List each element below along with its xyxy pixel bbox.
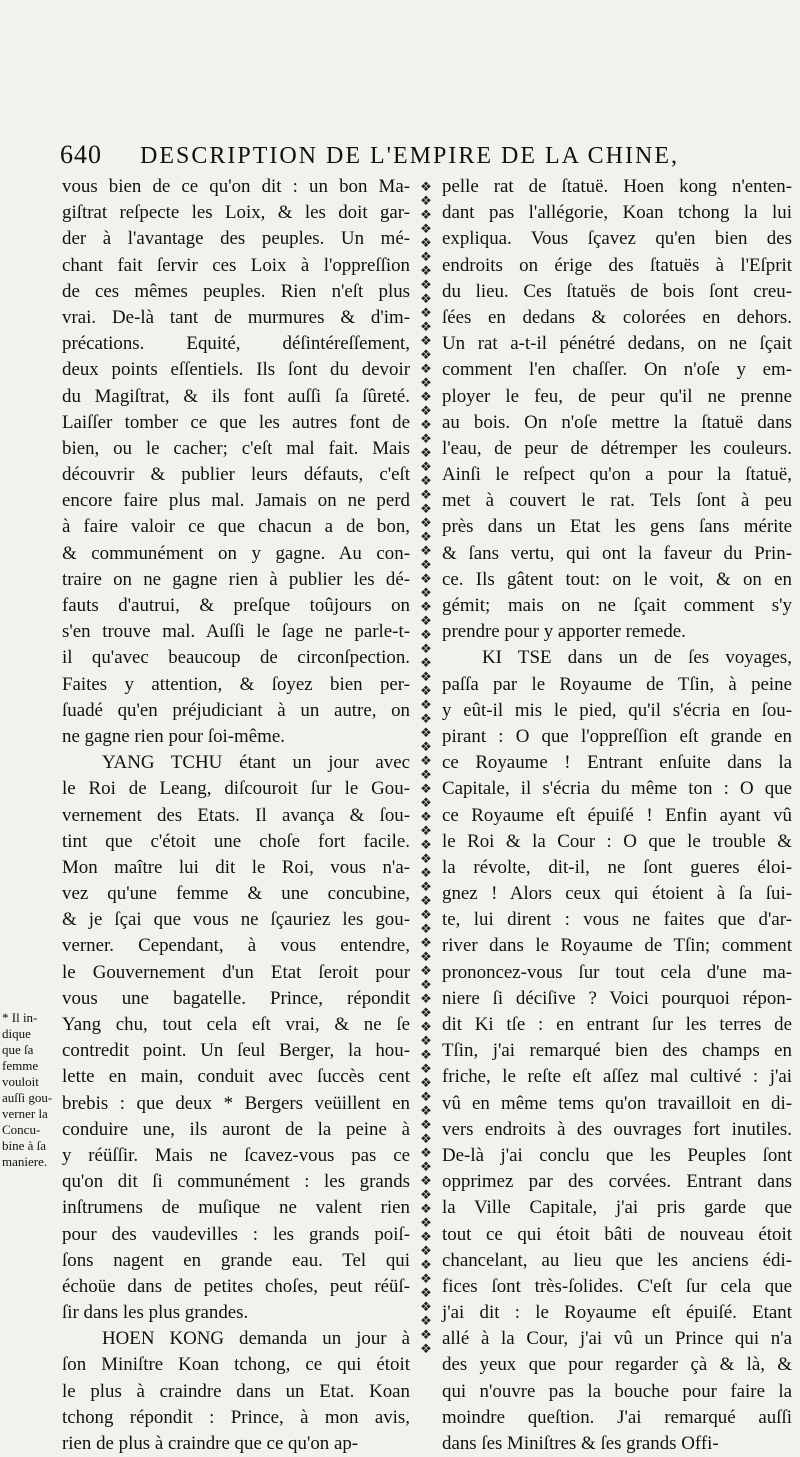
margin-note-line: dique: [2, 1026, 31, 1041]
margin-note-line: maniere.: [2, 1154, 48, 1169]
text-line: ne gagne rien pour ſoi-même.: [62, 725, 285, 747]
text-line: vers endroits à des ouvrages fort inutiles.: [442, 1118, 792, 1140]
text-line: dant pas l'allégorie, Koan tchong la lui: [442, 202, 792, 224]
column-divider-ornament: ❖ ❖ ❖ ❖ ❖ ❖ ❖ ❖ ❖ ❖ ❖ ❖ ❖ ❖ ❖ ❖ ❖ ❖ ❖ ❖ ❖ ❖ ❖ ❖ ❖ ❖ ❖ ❖ ❖ ❖ ❖ ❖ ❖ ❖ ❖ ❖ ❖ ❖ ❖ ❖ ❖ ❖ ❖ ❖ ❖ ❖ ❖ ❖ ❖ ❖ ❖ ❖ ❖ ❖ ❖ ❖ ❖ ❖ ❖ ❖ ❖ ❖ ❖ ❖ ❖ ❖ ❖ ❖ ❖ ❖ ❖ ❖ ❖ ❖ ❖ ❖ ❖ ❖ ❖ ❖ ❖ ❖ ❖ ❖: [420, 179, 432, 1356]
text-line: conduire une, ils auront de la peine à: [62, 1118, 410, 1140]
text-line: te, lui dirent : vous ne faites que d'ar-: [442, 909, 792, 931]
text-line: des yeux que pour regarder çà & là, &: [442, 1354, 792, 1376]
margin-note-line: verner la: [2, 1106, 48, 1121]
text-line: tout ce qui étoit bâti de nouveau étoit: [442, 1223, 792, 1245]
text-line: encore faire plus mal. Jamais on ne perd: [62, 490, 410, 512]
margin-note-line: auſſi gou-: [2, 1090, 53, 1105]
margin-note-line: bine à ſa: [2, 1138, 47, 1153]
text-line: verner. Cependant, à vous entendre,: [62, 935, 410, 957]
text-line: inſtrumens de muſique ne valent rien: [62, 1197, 410, 1219]
text-line: dans ſes Miniſtres & ſes grands Offi-: [442, 1433, 719, 1454]
margin-note-line: que ſa: [2, 1042, 34, 1057]
text-line: met à couvert le rat. Tels ſont à peu: [442, 490, 792, 512]
text-line: du lieu. Ces ſtatuës de bois ſont creu-: [442, 280, 792, 302]
margin-note: [2, 1010, 60, 1170]
text-line: Mon maître lui dit le Roi, vous n'a-: [62, 856, 410, 878]
text-line: précations. Equité, déſintéreſſement,: [62, 333, 410, 355]
text-line: il qu'avec beaucoup de circonſpection.: [62, 647, 410, 669]
text-line: échoüe dans de petites choſes, peut réüſ-: [62, 1275, 410, 1297]
text-line: le Roi de Leang, diſcouroit ſur le Gou-: [62, 778, 410, 800]
text-line: deux points eſſentiels. Ils ſont du devoir: [62, 359, 410, 381]
text-line: allé à la Cour, j'ai vû un Prince qui n'a: [442, 1328, 792, 1350]
text-line: s'en trouve mal. Auſſi le ſage ne parle-t-: [62, 621, 410, 643]
text-line: dit Ki tſe : en entrant ſur les terres de: [442, 1014, 792, 1035]
margin-note-line: vouloit: [2, 1074, 39, 1089]
text-line: HOEN KONG demanda un jour à: [102, 1328, 410, 1350]
text-line: prononcez-vous ſur tout cela d'une ma-: [442, 961, 792, 983]
text-line: Ainſi le reſpect qu'on a pour la ſtatuë,: [442, 464, 792, 486]
text-line: KI TSE dans un de ſes voyages,: [482, 647, 792, 669]
text-line: Faites y attention, & ſoyez bien per-: [62, 673, 410, 695]
text-line: tchong répondit : Prince, à mon avis,: [62, 1406, 410, 1428]
text-line: ployer le feu, de peur qu'il ne prenne: [442, 385, 792, 407]
text-line: Laiſſer tomber ce que les autres font de: [62, 411, 410, 433]
left-text-column: [62, 174, 410, 1457]
text-line: ſuadé qu'en préjudiciant à un autre, on: [62, 699, 410, 721]
text-line: du Magiſtrat, & ils font auſſi ſa ſûreté.: [62, 385, 410, 407]
text-line: Tſin, j'ai remarqué bien des champs en: [442, 1040, 792, 1062]
text-line: lette en main, conduit avec ſuccès cent: [62, 1066, 410, 1088]
text-line: fices ſont très-ſolides. C'eſt ſur cela que: [442, 1275, 792, 1297]
text-line: paſſa par le Royaume de Tſin, à peine: [442, 673, 792, 695]
text-line: ce Royaume eſt épuiſé ! Enfin ayant vû: [442, 804, 792, 826]
page-number: 640: [60, 140, 102, 169]
text-line: chancelant, au lieu que les anciens édi-: [442, 1249, 792, 1271]
text-line: y réüſſir. Mais ne ſcavez-vous pas ce: [62, 1144, 410, 1166]
margin-note-line: Concu-: [2, 1122, 41, 1137]
text-line: de ces mêmes peuples. Rien n'eſt plus: [62, 280, 410, 302]
text-line: Capitale, il s'écria du même ton : O que: [442, 778, 792, 800]
text-line: & communément on y gagne. Au con-: [62, 542, 410, 564]
text-line: y eût-il mis le pied, qu'il s'écria en ſou-: [442, 699, 792, 721]
text-line: & je ſçai que vous ne ſçauriez les gou-: [62, 909, 410, 931]
text-line: prendre pour y apporter remede.: [442, 621, 686, 643]
text-line: vû en même tems qu'on travailloit en di-: [442, 1092, 792, 1114]
text-line: ſées en dedans & colorées en dehors.: [442, 306, 792, 328]
text-line: endroits on érige des ſtatuës à l'Eſprit: [442, 254, 792, 276]
text-line: la Ville Capitale, j'ai pris garde que: [442, 1197, 792, 1219]
text-line: le Gouvernement d'un Etat ſeroit pour: [62, 961, 410, 983]
text-line: tint que c'étoit une choſe fort facile.: [62, 830, 410, 852]
page-header: [60, 140, 800, 176]
text-line: niere ſi déciſive ? Voici pourquoi répon-: [442, 987, 792, 1009]
text-line: la révolte, dit-il, ne ſont gueres éloi-: [442, 856, 792, 878]
text-line: le Roi & la Cour : O que le trouble &: [442, 830, 792, 852]
text-line: expliqua. Vous ſçavez qu'en bien des: [442, 228, 792, 250]
right-text-column: [442, 174, 792, 1457]
text-line: vez qu'une femme & une concubine,: [62, 883, 410, 905]
text-line: contredit point. Un ſeul Berger, la hou-: [62, 1040, 410, 1062]
text-line: moindre queſtion. J'ai remarqué auſſi: [442, 1406, 792, 1428]
text-line: pelle rat de ſtatuë. Hoen kong n'enten-: [442, 176, 792, 197]
text-line: ce. Ils gâtent tout: on le voit, & on en: [442, 568, 792, 590]
text-line: fauts d'autrui, & preſque toûjours on: [62, 595, 410, 616]
text-line: ce Royaume ! Entrant enſuite dans la: [442, 752, 792, 774]
text-line: près dans un Etat les gens ſans mérite: [442, 516, 792, 538]
running-title: DESCRIPTION DE L'EMPIRE DE LA CHINE,: [140, 143, 679, 169]
text-line: chant fait ſervir ces Loix à l'oppreſſion: [62, 254, 410, 276]
text-line: au bois. On n'oſe mettre la ſtatuë dans: [442, 411, 792, 433]
text-line: friche, le reſte eſt aſſez mal cultivé : j'ai: [442, 1066, 792, 1088]
text-line: gnez ! Alors ceux qui étoient à ſa ſui-: [442, 883, 792, 905]
text-line: ſons nagent en grande eau. Tel qui: [62, 1249, 410, 1271]
text-line: traire on ne gagne rien à publier les dé-: [62, 568, 410, 590]
text-line: der à l'avantage des peuples. Un mé-: [62, 228, 410, 250]
text-line: comment l'en chaſſer. On n'oſe y em-: [442, 359, 792, 381]
text-line: pour des vaudevilles : les grands poiſ-: [62, 1223, 410, 1245]
text-line: qu'on dit ſi communément : les grands: [62, 1171, 410, 1193]
text-line: j'ai dit : le Royaume eſt épuiſé. Etant: [442, 1302, 792, 1324]
text-line: opprimez par des corvées. Entrant dans: [442, 1171, 792, 1193]
margin-note-line: * Il in-: [2, 1010, 38, 1025]
text-line: ſon Miniſtre Koan tchong, ce qui étoit: [62, 1354, 410, 1376]
text-line: découvrir & publier leurs défauts, c'eſt: [62, 464, 410, 486]
text-line: Un rat a-t-il pénétré dedans, on ne ſçait: [442, 333, 792, 355]
text-line: vous bien de ce qu'on dit : un bon Ma-: [62, 176, 410, 197]
text-line: bien, ou le cacher; c'eſt mal fait. Mais: [62, 437, 410, 459]
text-line: qui n'ouvre pas la bouche pour faire la: [442, 1380, 792, 1402]
text-line: pirant : O que l'oppreſſion eſt grande en: [442, 725, 792, 747]
text-line: Yang chu, tout cela eſt vrai, & ne ſe: [62, 1014, 410, 1035]
text-line: De-là j'ai conclu que les Peuples ſont: [442, 1144, 792, 1166]
text-line: YANG TCHU étant un jour avec: [102, 752, 410, 774]
text-line: gémit; mais on ne ſçait comment s'y: [442, 595, 792, 616]
text-line: giſtrat reſpecte les Loix, & les doit gar-: [62, 202, 410, 224]
text-line: river dans le Royaume de Tſin; comment: [442, 935, 792, 957]
text-line: vrai. De-là tant de murmures & d'im-: [62, 306, 410, 328]
text-line: vous une bagatelle. Prince, répondit: [62, 987, 410, 1009]
text-line: l'eau, de peur de détremper les couleurs.: [442, 437, 792, 459]
text-line: ſir dans les plus grandes.: [62, 1302, 249, 1324]
text-line: rien de plus à craindre que ce qu'on ap-: [62, 1433, 359, 1454]
text-line: vernement des Etats. Il avança & ſou-: [62, 804, 410, 826]
margin-note-line: femme: [2, 1058, 39, 1073]
text-line: & ſans vertu, qui ont la faveur du Prin-: [442, 542, 792, 564]
text-line: le plus à craindre dans un Etat. Koan: [62, 1380, 410, 1402]
text-line: à faire valoir ce que chacun a de bon,: [62, 516, 410, 538]
text-line: brebis : que deux * Bergers veüillent en: [62, 1092, 410, 1114]
